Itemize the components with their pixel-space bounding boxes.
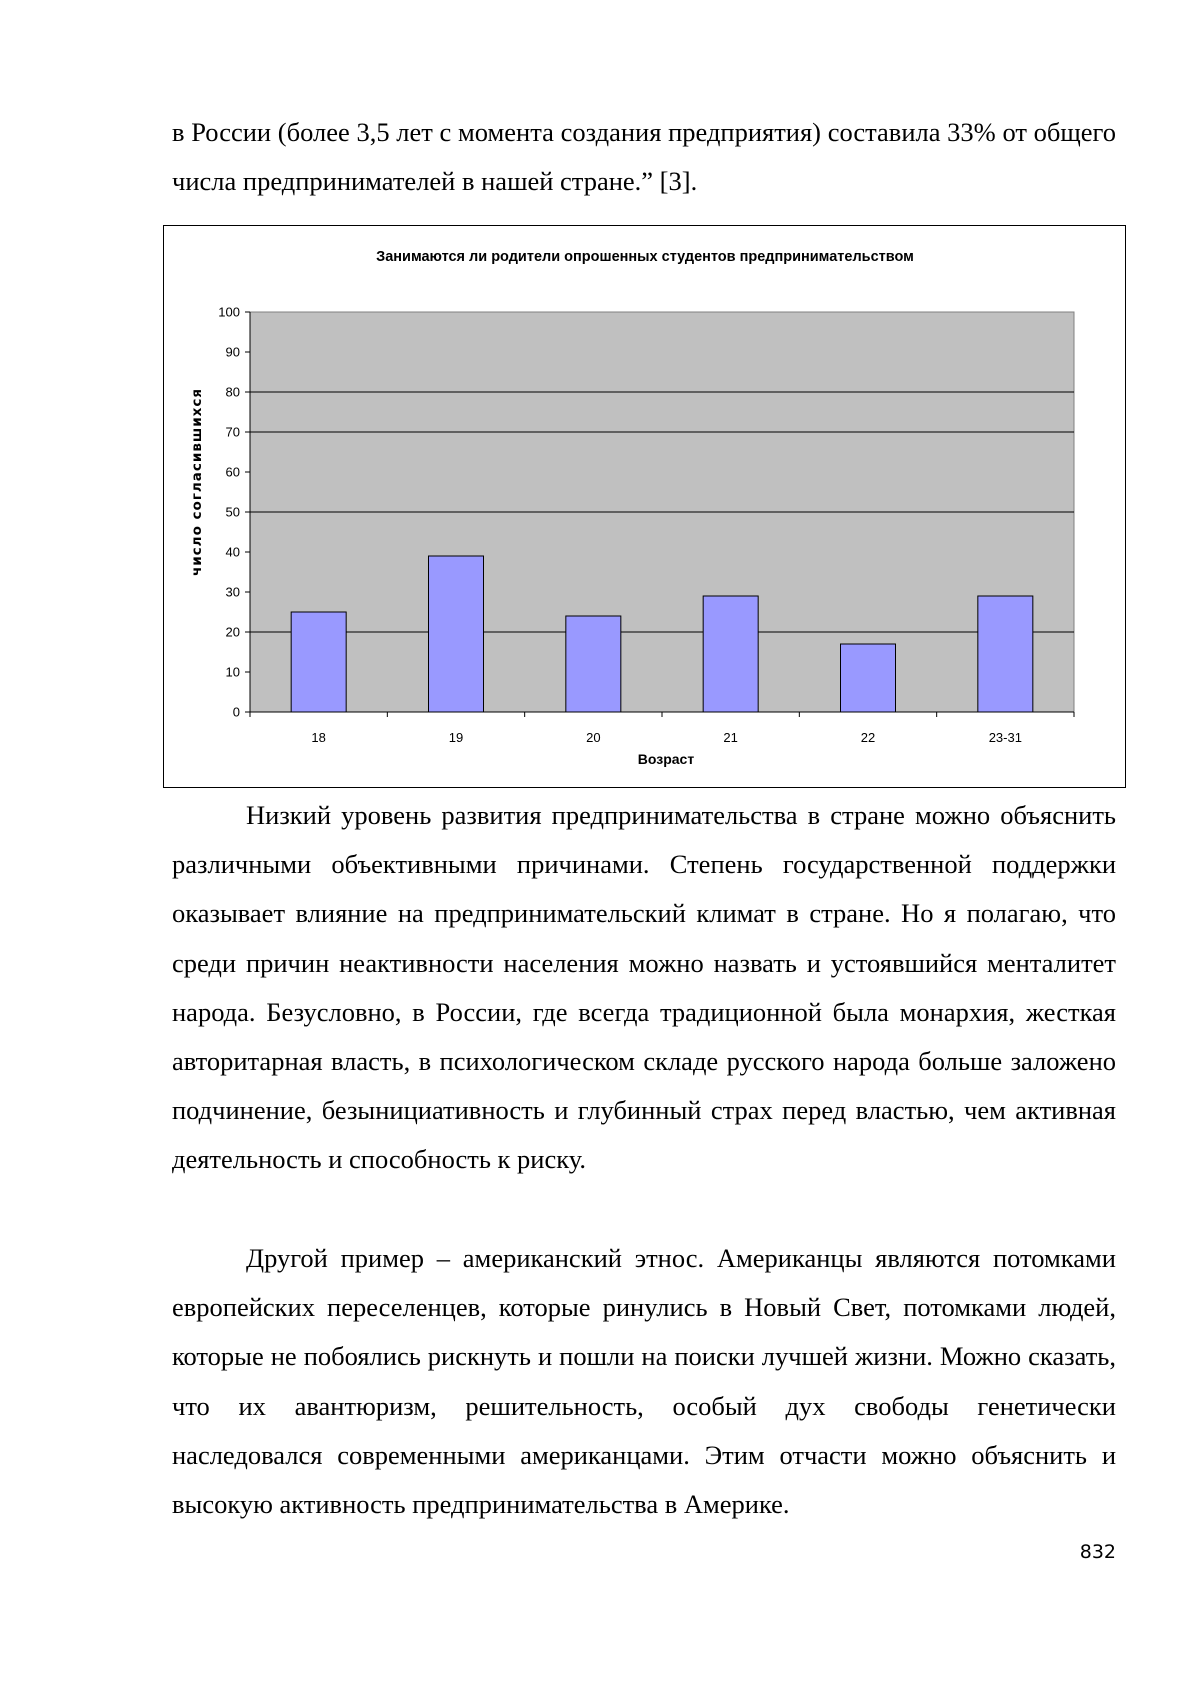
y-tick-label: 20 bbox=[225, 624, 240, 640]
x-tick-label: 21 bbox=[723, 730, 738, 745]
x-tick-label: 20 bbox=[586, 730, 601, 745]
y-tick-label: 100 bbox=[218, 304, 240, 320]
y-tick-label: 0 bbox=[232, 704, 240, 720]
page-number: 832 bbox=[1079, 1541, 1116, 1563]
x-tick-label: 18 bbox=[311, 730, 326, 745]
y-tick-label: 90 bbox=[225, 344, 240, 360]
x-axis-label: Возраст bbox=[637, 751, 695, 767]
x-tick-label: 22 bbox=[860, 730, 876, 745]
y-tick-label: 10 bbox=[225, 664, 240, 680]
bar-chart bbox=[164, 226, 1127, 789]
bar bbox=[429, 556, 484, 712]
x-tick-label: 19 bbox=[448, 730, 464, 745]
y-tick-label: 30 bbox=[225, 584, 240, 600]
x-tick-label: 23-31 bbox=[988, 730, 1022, 745]
y-tick-label: 50 bbox=[225, 504, 240, 520]
paragraph-1: Низкий уровень развития предпринимательства в стране можно объяснить различными объективными причинами. Степень государственной поддержки оказывает влияние на предпринимательский климат в стране. Но я полагаю, что среди причин неактивности населения можно назвать и устоявшийся менталитет народа. Безусловно, в России, где всегда традиционной была монархия, жесткая авторитарная власть, в психологическом складе русского народа больше заложено подчинение, безынициативность и глубинный страх перед властью, чем активная деятельность и способность к риску. bbox=[172, 800, 1116, 1175]
bar bbox=[291, 612, 346, 712]
y-tick-labels bbox=[218, 305, 240, 720]
chart-title: Занимаются ли родители опрошенных студентов предпринимательством bbox=[376, 249, 914, 265]
bar bbox=[703, 596, 758, 712]
x-tick-labels bbox=[311, 730, 1022, 745]
paragraph-2: Другой пример – американский этнос. Американцы являются потомками европейских переселенцев, которые ринулись в Новый Свет, потомками людей, которые не побоялись рискнуть и пошли на поиски лучшей жизни. Можно сказать, что их авантюризм, решительность, особый дух свободы генетически наследовался современными американцами. Этим отчасти можно объяснить и высокую активность предпринимательства в Америке. bbox=[172, 1243, 1116, 1520]
bar bbox=[978, 596, 1033, 712]
y-tick-label: 80 bbox=[225, 384, 240, 400]
y-axis-label: число согласившихся bbox=[189, 387, 205, 577]
y-tick-label: 70 bbox=[225, 424, 240, 440]
chart-frame bbox=[163, 225, 1126, 788]
y-tick-label: 40 bbox=[225, 544, 240, 560]
bar bbox=[566, 616, 621, 712]
y-tick-label: 60 bbox=[225, 464, 240, 480]
paragraph-intro: в России (более 3,5 лет с момента создания предприятия) составила 33% от общего числа предпринимателей в нашей стране.” [3]. bbox=[172, 117, 1116, 197]
bar bbox=[841, 644, 896, 712]
